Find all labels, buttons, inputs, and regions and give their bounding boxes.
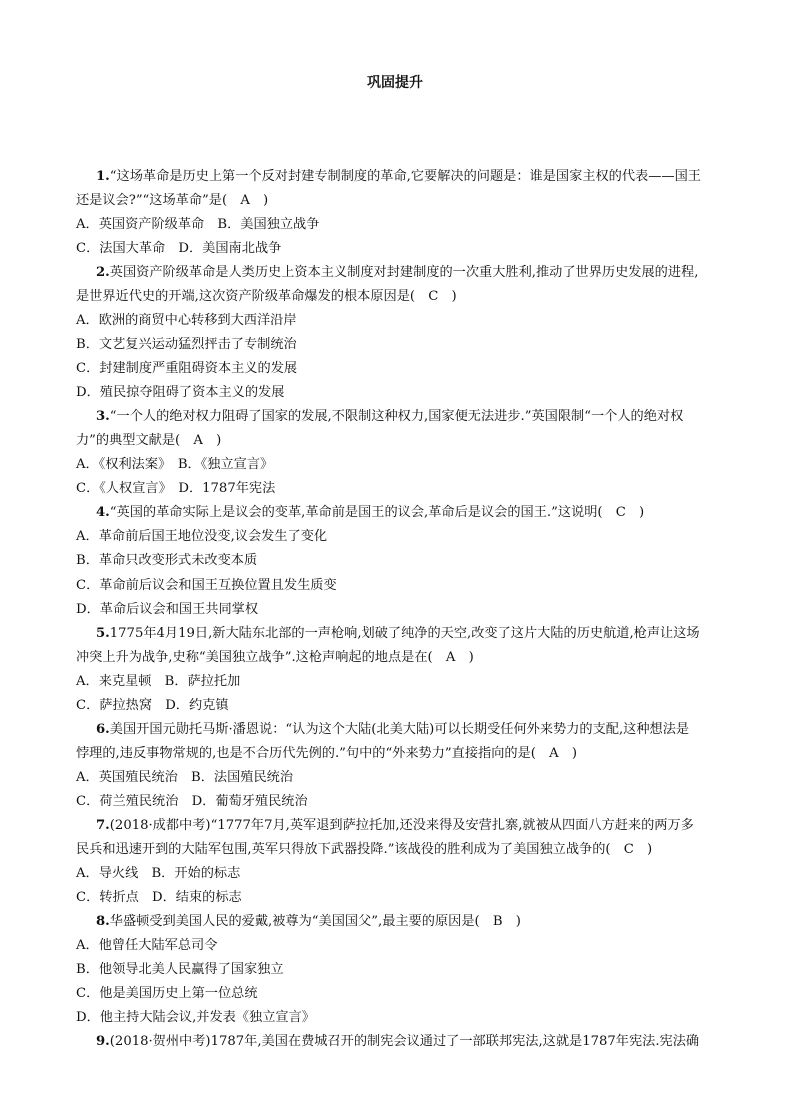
text-line: [76, 888, 242, 908]
line-text: 华盛顿受到美国人民的爱戴,被尊为“美国国父”,最主要的原因是( B ): [109, 913, 521, 929]
line-text: 还是议会?”“这场革命”是( A ): [76, 193, 269, 209]
line-text: B．文艺复兴运动猛烈抨击了专制统治: [76, 337, 297, 353]
line-text: D．革命后议会和国王共同掌权: [76, 601, 259, 617]
text-line: [76, 287, 457, 307]
text-line: [76, 864, 240, 884]
line-text: C．法国大革命 D．美国南北战争: [76, 241, 282, 257]
text-line: [76, 984, 258, 1004]
question-number: 7.: [96, 817, 110, 833]
line-text: B．革命只改变形式未改变本质: [76, 553, 258, 569]
line-text: A．导火线 B．开始的标志: [76, 865, 241, 881]
question-line: [96, 503, 644, 523]
text-line: [76, 191, 268, 211]
line-text: D．他主持大陆会议,并发表《独立宣言》: [76, 1010, 315, 1026]
line-text: 英国资产阶级革命是人类历史上资本主义制度对封建制度的一次重大胜利,推动了世界历史发展的进程,: [109, 265, 699, 281]
page-title: 巩固提升: [367, 75, 423, 91]
text-line: [76, 648, 474, 668]
line-text: 1775年4月19日,新大陆东北部的一声枪响,划破了纯净的天空,改变了这片大陆的历史航道,枪声让这场: [109, 625, 700, 641]
line-text: “一个人的绝对权力阻碍了国家的发展,不限制这种权力,国家便无法进步.”英国限制“一个人的绝对权: [109, 409, 684, 425]
question-number: 5.: [96, 625, 110, 641]
line-text: (2018·成都中考)“1777年7月,英军退到萨拉托加,还没来得及安营扎寨,就被从四面八方赶来的两万多: [109, 817, 694, 833]
line-text: C．荷兰殖民统治 D．葡萄牙殖民统治: [76, 793, 308, 809]
text-line: [76, 768, 293, 788]
question-number: 3.: [96, 409, 110, 425]
question-line: [96, 624, 700, 644]
question-line: [96, 407, 683, 427]
text-line: [76, 335, 297, 355]
text-line: [76, 527, 327, 547]
line-text: 民兵和迅速开到的大陆军包围,英军只得放下武器投降.”该战役的胜利成为了美国独立战争的( C ): [76, 841, 653, 857]
line-text: (2018·贺州中考)1787年,美国在费城召开的制宪会议通过了一部联邦宪法,这就是1787年宪法.宪法确: [109, 1034, 700, 1050]
text-line: [76, 744, 577, 764]
text-line: [76, 840, 652, 860]
line-text: C．转折点 D．结束的标志: [76, 889, 242, 905]
text-line: [76, 672, 240, 692]
question-number: 6.: [96, 721, 110, 737]
text-line: [76, 479, 275, 499]
question-line: [96, 167, 701, 187]
text-line: [76, 311, 297, 331]
line-text: C．革命前后议会和国王互换位置且发生质变: [76, 577, 337, 593]
question-line: [96, 912, 521, 932]
question-line: [96, 816, 694, 836]
line-text: C．萨拉热窝 D．约克镇: [76, 697, 229, 713]
question-number: 9.: [96, 1034, 110, 1050]
line-text: 是世界近代史的开端,这次资产阶级革命爆发的根本原因是( C ): [76, 289, 457, 305]
line-text: D．殖民掠夺阻碍了资本主义的发展: [76, 385, 285, 401]
line-text: 美国开国元勋托马斯·潘恩说：“认为这个大陆(北美大陆)可以长期受任何外来势力的支配,这种想法是: [109, 721, 690, 737]
line-text: 悖理的,违反事物常规的,也是不合历代先例的.”句中的“外来势力”直接指向的是( A ): [76, 745, 577, 761]
line-text: A．欧洲的商贸中心转移到大西洋沿岸: [76, 313, 297, 329]
text-line: [76, 936, 217, 956]
line-text: A．来克星顿 B．萨拉托加: [76, 673, 241, 689]
question-number: 1.: [96, 169, 110, 184]
line-text: B．他领导北美人民赢得了国家独立: [76, 961, 284, 977]
text-line: [76, 960, 284, 980]
text-line: [76, 696, 229, 716]
text-line: [76, 359, 297, 379]
text-line: [76, 383, 284, 403]
line-text: A．《权利法案》 B．《独立宣言》: [76, 457, 274, 473]
line-text: “英国的革命实际上是议会的变革,革命前是国王的议会,革命后是议会的国王.”这说明( C ): [109, 505, 645, 521]
line-text: C．封建制度严重阻碍资本主义的发展: [76, 361, 298, 377]
line-text: A．他曾任大陆军总司令: [76, 937, 218, 953]
text-line: [76, 600, 258, 620]
question-line: [96, 263, 698, 283]
question-line: [96, 720, 689, 740]
text-line: [76, 792, 308, 812]
question-number: 4.: [96, 505, 110, 521]
question-number: 2.: [96, 265, 110, 281]
line-text: C．《人权宣言》 D．1787年宪法: [76, 481, 276, 497]
text-line: [76, 455, 273, 475]
text-line: [76, 1008, 315, 1028]
line-text: A．英国资产阶级革命 B．美国独立战争: [76, 217, 320, 233]
line-text: A．英国殖民统治 B．法国殖民统治: [76, 769, 294, 785]
text-line: [76, 551, 257, 571]
question-line: [96, 1032, 699, 1052]
text-line: [76, 431, 221, 451]
text-line: [76, 239, 281, 259]
question-number: 8.: [96, 913, 110, 929]
line-text: 冲突上升为战争,史称“美国独立战争”.这枪声响起的地点是在( A ): [76, 649, 474, 665]
line-text: 力”的典型文献是( A ): [76, 433, 222, 449]
line-text: A．革命前后国王地位没变,议会发生了变化: [76, 529, 328, 545]
line-text: “这场革命是历史上第一个反对封建专制制度的革命,它要解决的问题是：谁是国家主权的代表——国王: [109, 169, 701, 184]
text-line: [76, 215, 319, 235]
line-text: C．他是美国历史上第一位总统: [76, 986, 258, 1002]
text-line: [76, 576, 337, 596]
